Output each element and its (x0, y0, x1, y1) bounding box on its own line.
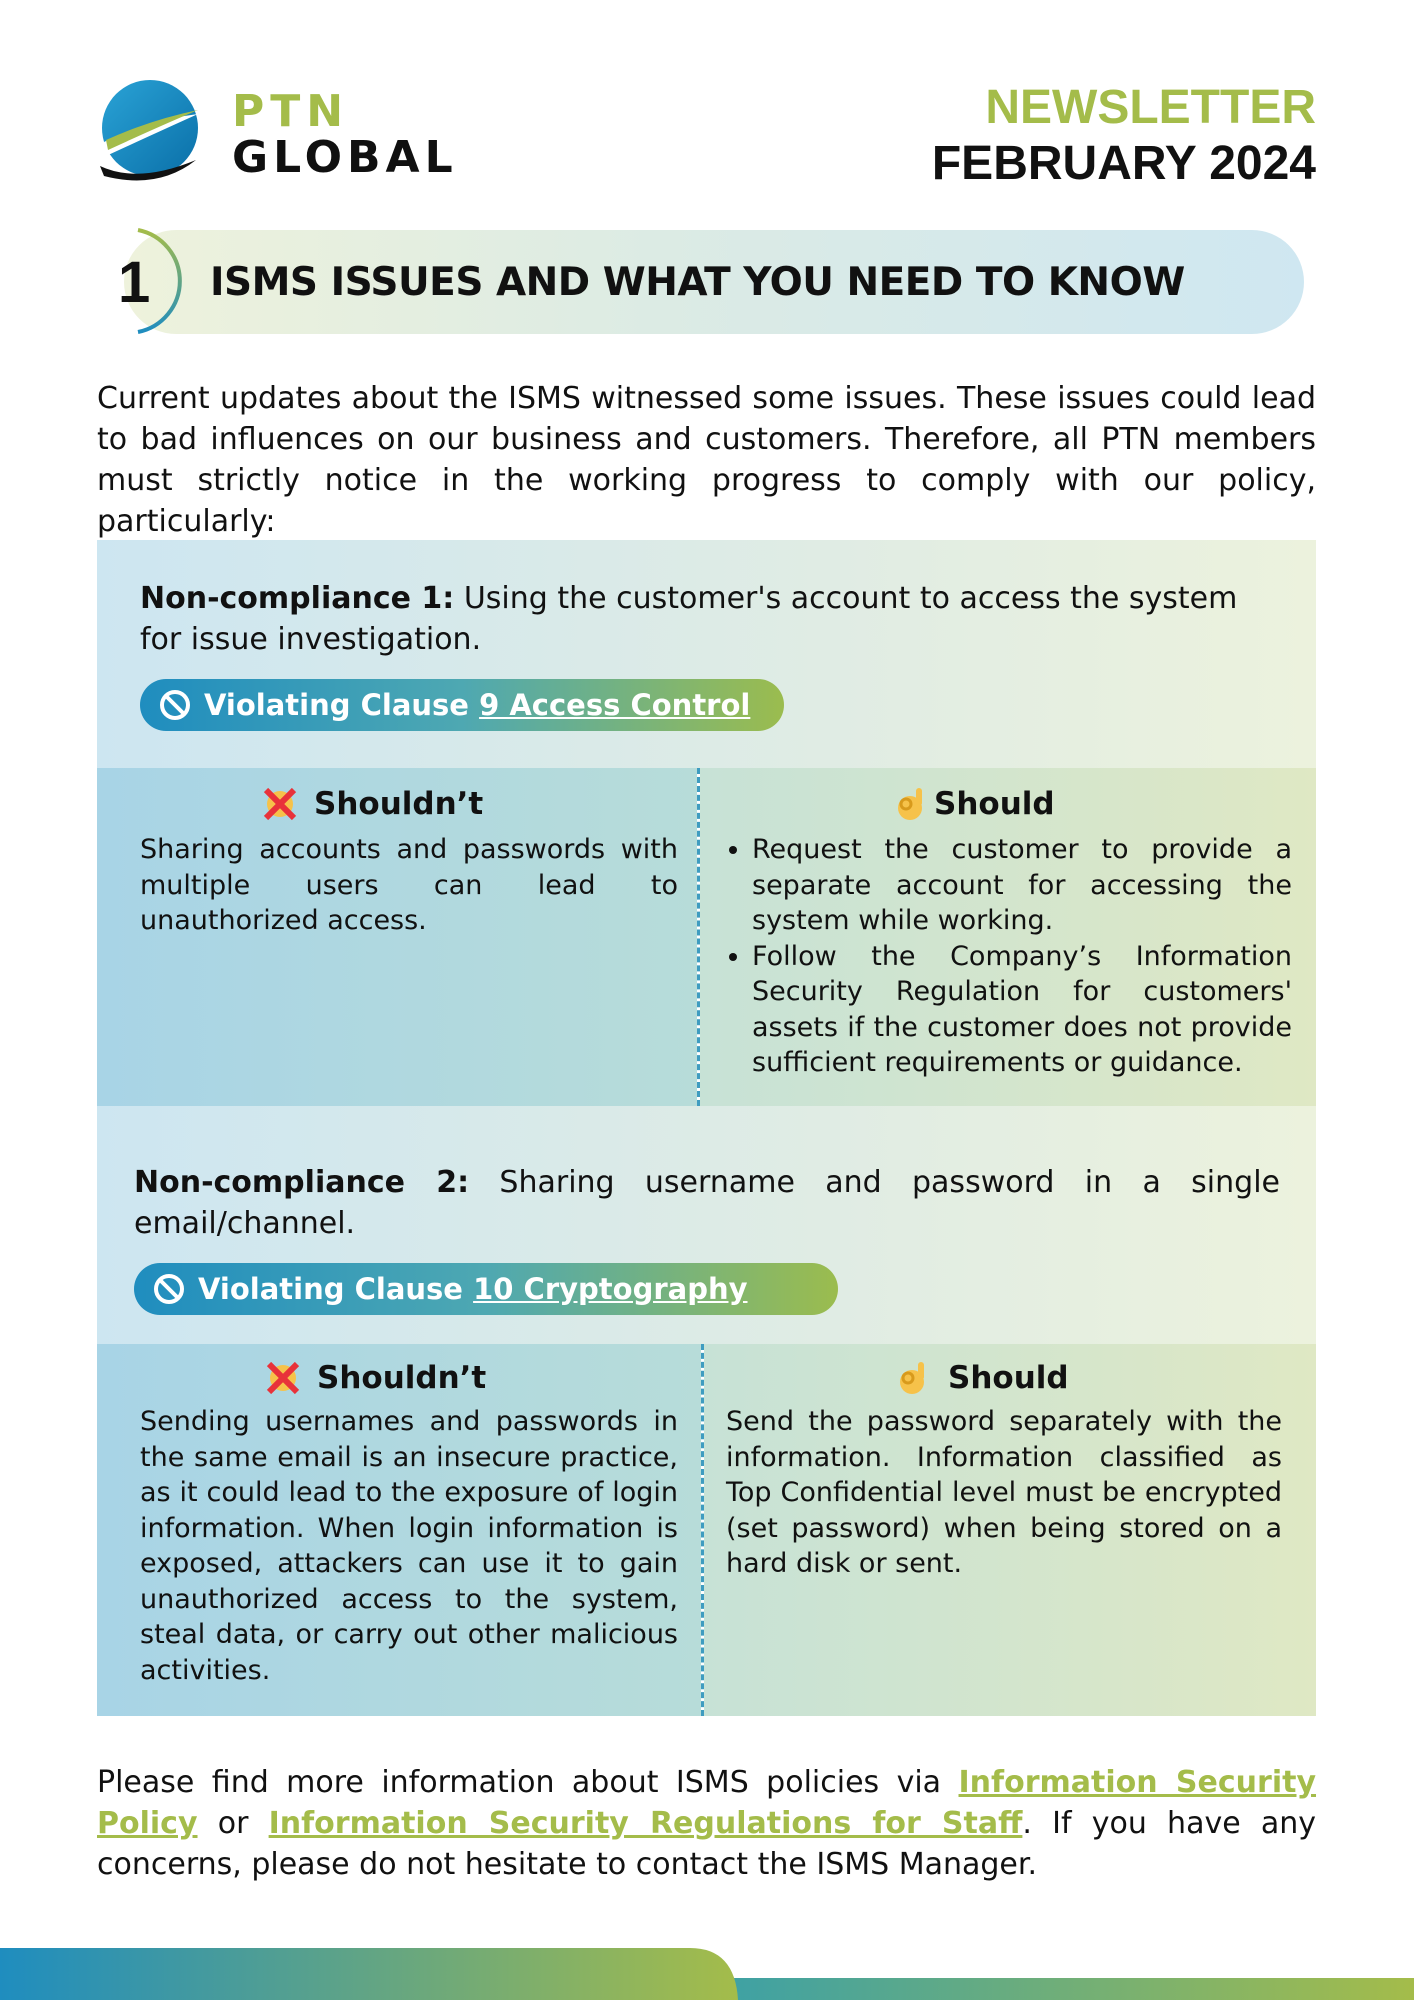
cross-mark-icon (260, 784, 300, 824)
issue-2-should-title: Should (948, 1360, 1069, 1396)
issue-1-clause-link[interactable]: 9 Access Control (479, 688, 751, 722)
issue-1-clause-pill (140, 679, 784, 731)
issue-2-shouldnt-heading (263, 1358, 486, 1398)
cross-mark-icon (263, 1358, 303, 1398)
issue-1-should-list (716, 832, 1292, 1081)
section-title: ISMS ISSUES AND WHAT YOU NEED TO KNOW (210, 260, 1185, 305)
issue-1-shouldnt-title: Shouldn’t (314, 786, 484, 822)
issue-2-should-heading (894, 1358, 1069, 1398)
issue-2-shouldnt-text: Sending usernames and passwords in the same email is an insecure practice, as it could lead to the exposure of login information. When login information is exposed, attackers can use it to gain unauthorized access to the system, steal data, or carry out other malicious activities. (140, 1406, 678, 1686)
outro-text-1: Please find more information about ISMS policies via (97, 1765, 959, 1800)
issue-2-clause-link[interactable]: 10 Cryptography (473, 1272, 748, 1306)
section-number: 1 (118, 250, 151, 315)
newsletter-label: NEWSLETTER (985, 81, 1316, 134)
outro-paragraph (97, 1762, 1316, 1885)
issue-2-label: Non-compliance 2: (134, 1165, 470, 1200)
issue-1-should-title: Should (934, 786, 1055, 822)
ptn-global-logo-icon (98, 80, 202, 192)
issue-2-text: Sharing username and password in a single email/channel. (134, 1165, 1280, 1241)
issue-2-header (97, 1106, 1316, 1344)
newsletter-date: FEBRUARY 2024 (931, 137, 1316, 190)
issue-1-shouldnt-heading (260, 784, 483, 824)
issue-1-should-column (700, 768, 1316, 1106)
issue-1-body (97, 768, 1316, 1106)
ok-hand-icon (892, 784, 932, 824)
issue-2-should-column (704, 1344, 1316, 1716)
issue-2-body (97, 1344, 1316, 1716)
issue-2-clause-prefix: Violating Clause (198, 1272, 474, 1306)
ok-hand-icon (894, 1358, 934, 1398)
brand-line-1: PTN (232, 86, 350, 137)
prohibited-icon (152, 1272, 186, 1306)
outro-text-2: or (197, 1806, 269, 1841)
issue-1-statement (140, 578, 1280, 660)
issue-1-shouldnt-column (97, 768, 697, 1106)
issue-2-shouldnt-column (97, 1344, 701, 1716)
issue-1-shouldnt-text: Sharing accounts and passwords with multiple users can lead to unauthorized access. (140, 834, 678, 936)
intro-paragraph: Current updates about the ISMS witnessed some issues. These issues could lead to bad influences on our business and customers. Therefore, all PTN members must strictly notice in the working progress to comply with our policy, particularly: (97, 381, 1316, 539)
footer-decoration (0, 1948, 1414, 2000)
issue-2-should-text: Send the password separately with the information. Information classified as Top Confidential level must be encrypted (set password) when being stored on a hard disk or sent. (726, 1406, 1282, 1579)
information-security-policy-link[interactable]: Information Security Policy (97, 1765, 1317, 1841)
issue-2-clause-pill (134, 1263, 838, 1315)
issue-2-statement (134, 1162, 1280, 1244)
list-item: • Request the customer to provide a separate account for accessing the system while working. (752, 832, 1292, 939)
brand-line-2: GLOBAL (232, 132, 458, 183)
issue-1-clause-prefix: Violating Clause (204, 688, 480, 722)
issue-1-text: Using the customer's account to access the system for issue investigation. (140, 581, 1238, 657)
issue-1-label: Non-compliance 1: (140, 581, 455, 616)
issue-1-should-heading (892, 784, 1055, 824)
issue-2-shouldnt-title: Shouldn’t (317, 1360, 487, 1396)
list-item: • Follow the Company’s Information Security Regulation for customers' assets if the customer does not provide sufficient requirements or guidance. (752, 939, 1292, 1081)
outro-text-3: . If you have any concerns, please do not hesitate to contact the ISMS Manager. (97, 1806, 1317, 1882)
issue-1-header (97, 540, 1316, 768)
prohibited-icon (158, 688, 192, 722)
security-regulations-link[interactable]: Information Security Regulations for Staff (268, 1806, 1023, 1841)
